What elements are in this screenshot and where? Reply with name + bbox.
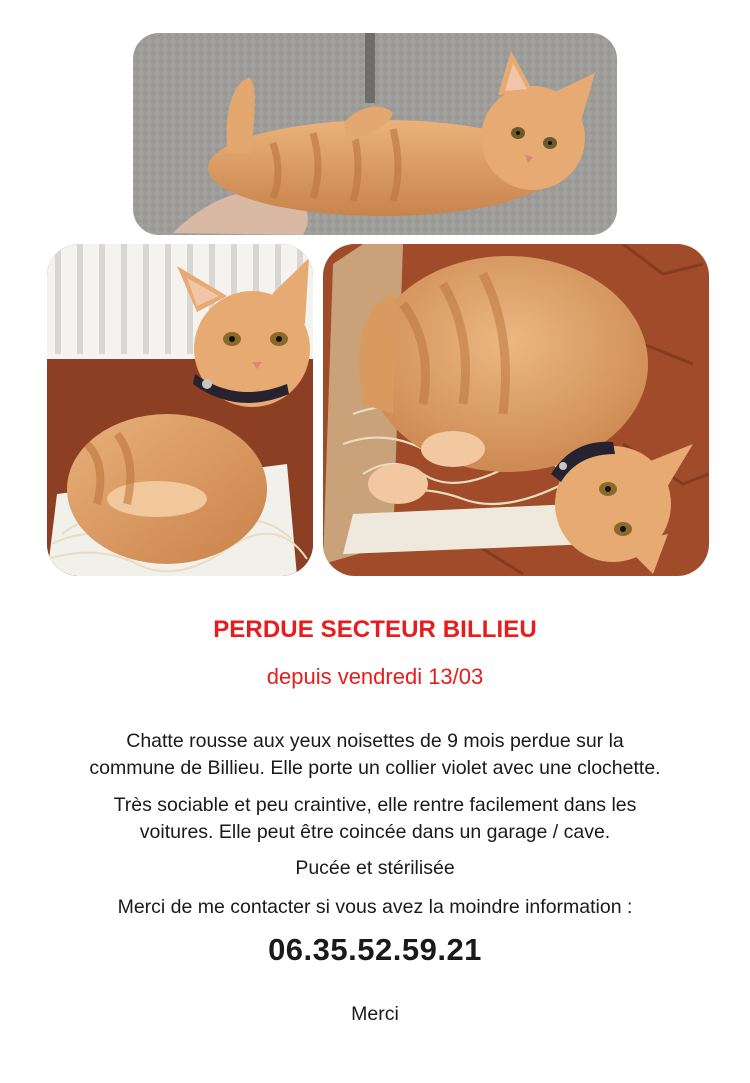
description-line: commune de Billieu. Elle porte un collier violet avec une clochette. [89,757,661,779]
cat-in-box-image [323,244,709,576]
description-paragraph-2 [0,792,750,846]
thanks-text: Merci [351,1003,399,1025]
poster-title: PERDUE SECTEUR BILLIEU [213,616,537,643]
cat-held-image [133,33,617,235]
phone-number: 06.35.52.59.21 [268,932,482,967]
description-paragraph-1 [0,728,750,782]
description-line: Chatte rousse aux yeux noisettes de 9 mois perdue sur la [126,730,624,752]
photo-cat-lying-in-box [323,244,709,576]
photo-cat-held-in-arms [133,33,617,235]
description-line: Très sociable et peu craintive, elle rentre facilement dans les [113,794,637,816]
photo-cat-sitting-by-radiator [47,244,313,576]
contact-request-text: Merci de me contacter si vous avez la moindre information : [117,896,633,918]
description-line: voitures. Elle peut être coincée dans un garage / cave. [139,821,611,843]
details-text: Pucée et stérilisée [295,857,455,879]
cat-sitting-image [47,244,313,576]
poster-subtitle: depuis vendredi 13/03 [266,664,484,689]
